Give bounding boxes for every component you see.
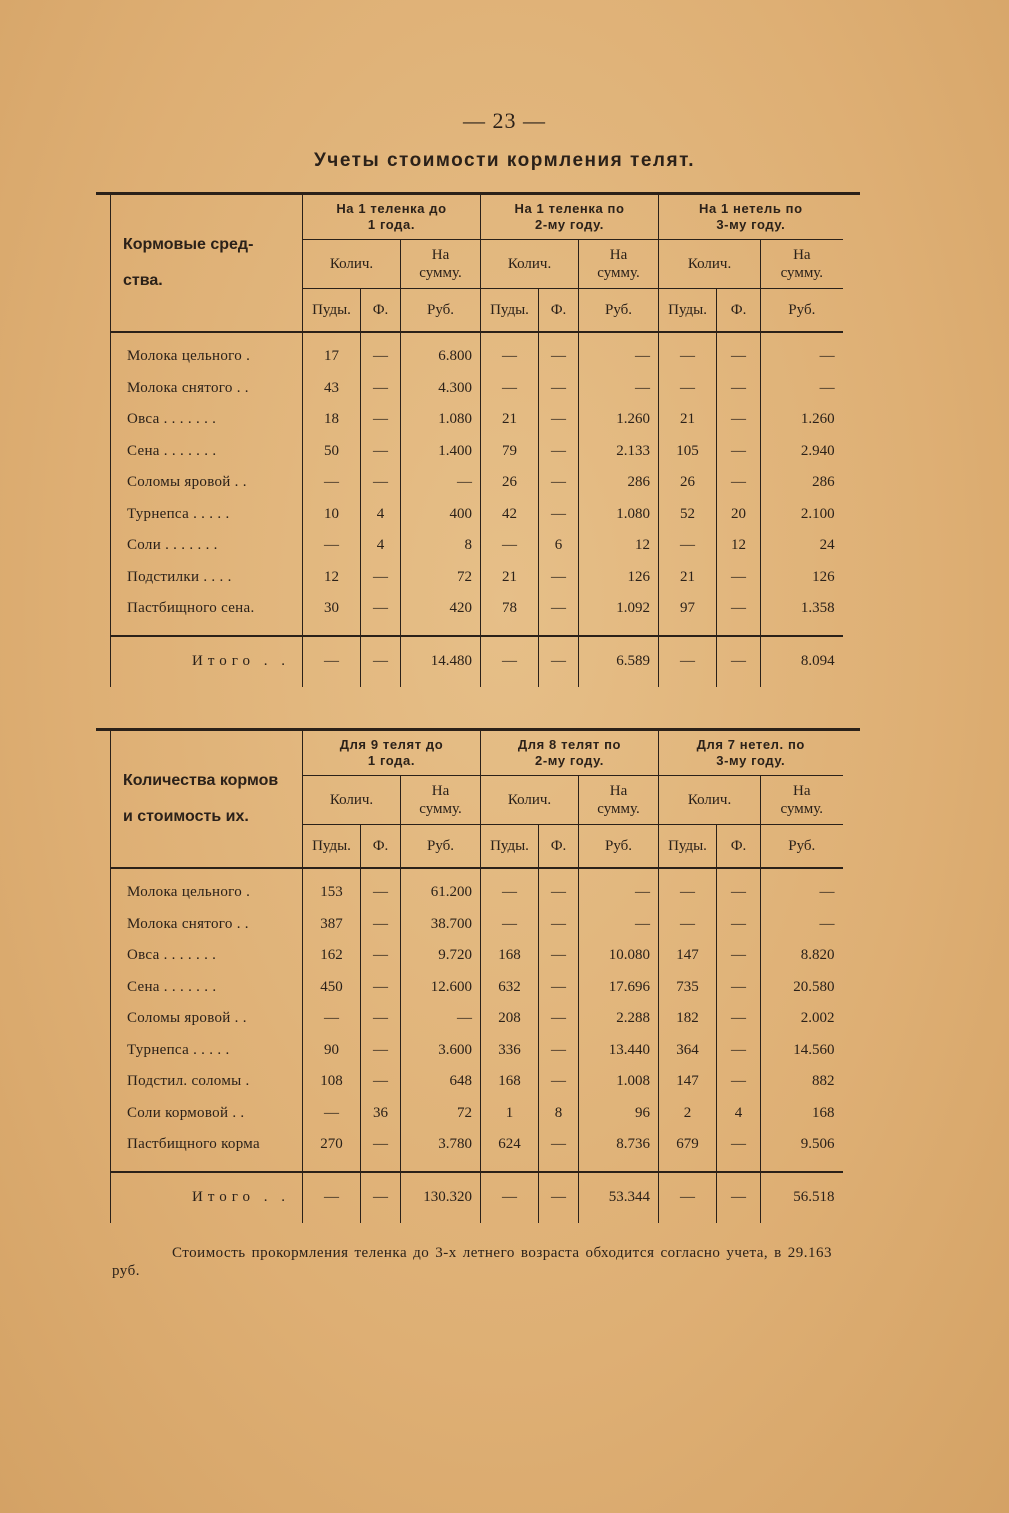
spacer-row	[111, 1161, 843, 1172]
header-label-line1: Кормовые сред-	[123, 236, 254, 253]
cell-rub: —	[761, 341, 843, 373]
cell-rub: —	[579, 909, 659, 941]
cell-pud: 26	[659, 467, 717, 499]
header-separator	[111, 332, 843, 341]
unit-f: Ф.	[717, 825, 761, 869]
row-label: Овса . . . . . . .	[111, 404, 303, 436]
cell-rub: 9.720	[401, 940, 481, 972]
cell-rub: 1.008	[579, 1066, 659, 1098]
total-qty: —	[659, 636, 717, 687]
cell-rub: —	[579, 341, 659, 373]
cell-f: —	[717, 341, 761, 373]
total-rub: 130.320	[401, 1172, 481, 1223]
cell-pud: 147	[659, 940, 717, 972]
row-label: Соли . . . . . . .	[111, 530, 303, 562]
total-qty: —	[481, 636, 539, 687]
cell-pud: —	[659, 909, 717, 941]
row-label: Сена . . . . . . .	[111, 972, 303, 1004]
cell-f: —	[361, 877, 401, 909]
cell-rub: 2.100	[761, 499, 843, 531]
subheader-sum: На сумму.	[761, 776, 843, 825]
unit-f: Ф.	[539, 825, 579, 869]
cell-rub: 1.092	[579, 593, 659, 625]
cell-rub: 8	[401, 530, 481, 562]
total-qty: —	[361, 636, 401, 687]
unit-f: Ф.	[539, 289, 579, 333]
cell-rub: 126	[579, 562, 659, 594]
unit-f: Ф.	[717, 289, 761, 333]
subheader-qty: Колич.	[659, 240, 761, 289]
row-label: Турнепса . . . . .	[111, 1035, 303, 1067]
cell-pud: 12	[303, 562, 361, 594]
cell-rub: 1.080	[401, 404, 481, 436]
cell-f: —	[717, 436, 761, 468]
cell-rub: 13.440	[579, 1035, 659, 1067]
table-row	[111, 373, 843, 405]
cell-f: —	[717, 972, 761, 1004]
cell-rub: 72	[401, 562, 481, 594]
cell-rub: 1.260	[761, 404, 843, 436]
table-row	[111, 562, 843, 594]
row-label: Молока снятого . .	[111, 373, 303, 405]
cell-pud: 52	[659, 499, 717, 531]
cell-f: —	[717, 467, 761, 499]
unit-f: Ф.	[361, 825, 401, 869]
cell-f: —	[539, 940, 579, 972]
cell-pud: —	[303, 467, 361, 499]
cell-pud: —	[303, 1098, 361, 1130]
unit-rub: Руб.	[401, 825, 481, 869]
cell-rub: —	[761, 909, 843, 941]
cell-rub: 400	[401, 499, 481, 531]
cell-pud: 735	[659, 972, 717, 1004]
row-label: Овса . . . . . . .	[111, 940, 303, 972]
unit-pud: Пуды.	[659, 289, 717, 333]
total-rub: 14.480	[401, 636, 481, 687]
cell-pud: 624	[481, 1129, 539, 1161]
cell-f: —	[539, 877, 579, 909]
cell-f: —	[539, 404, 579, 436]
header-label-line2: и стоимость их.	[123, 808, 249, 825]
cell-rub: 14.560	[761, 1035, 843, 1067]
unit-rub: Руб.	[579, 825, 659, 869]
cell-rub: 1.260	[579, 404, 659, 436]
row-label: Подстил. соломы .	[111, 1066, 303, 1098]
cell-pud: —	[659, 530, 717, 562]
cell-pud: —	[481, 530, 539, 562]
cell-f: —	[539, 1066, 579, 1098]
cell-f: —	[361, 1003, 401, 1035]
cell-f: —	[539, 972, 579, 1004]
row-label: Молока снятого . .	[111, 909, 303, 941]
unit-pud: Пуды.	[303, 289, 361, 333]
cell-pud: —	[481, 877, 539, 909]
cell-rub: 3.600	[401, 1035, 481, 1067]
total-label: Итого . .	[111, 1172, 303, 1223]
cell-pud: —	[303, 530, 361, 562]
cell-pud: 26	[481, 467, 539, 499]
cell-rub: 96	[579, 1098, 659, 1130]
spacer-row	[111, 625, 843, 636]
cell-rub: 648	[401, 1066, 481, 1098]
subheader-qty: Колич.	[481, 776, 579, 825]
cell-pud: 208	[481, 1003, 539, 1035]
cell-rub: 9.506	[761, 1129, 843, 1161]
row-label: Молока цельного .	[111, 341, 303, 373]
cell-f: —	[717, 1003, 761, 1035]
unit-pud: Пуды.	[481, 289, 539, 333]
total-qty: —	[481, 1172, 539, 1223]
subheader-sum: На сумму.	[579, 240, 659, 289]
unit-rub: Руб.	[761, 289, 843, 333]
total-rub: 53.344	[579, 1172, 659, 1223]
column-header-feed	[111, 195, 303, 332]
total-qty: —	[361, 1172, 401, 1223]
cell-pud: —	[303, 1003, 361, 1035]
table-row	[111, 1129, 843, 1161]
total-label: Итого . .	[111, 636, 303, 687]
cell-f: —	[361, 972, 401, 1004]
cell-rub: 24	[761, 530, 843, 562]
cell-pud: 21	[659, 404, 717, 436]
cell-f: 4	[361, 530, 401, 562]
table-row	[111, 972, 843, 1004]
cell-f: 4	[361, 499, 401, 531]
cell-f: —	[539, 373, 579, 405]
cell-rub: 38.700	[401, 909, 481, 941]
cell-pud: —	[481, 909, 539, 941]
row-label: Соли кормовой . .	[111, 1098, 303, 1130]
unit-rub: Руб.	[401, 289, 481, 333]
cell-rub: 8.736	[579, 1129, 659, 1161]
table-row	[111, 593, 843, 625]
cell-rub: 10.080	[579, 940, 659, 972]
row-label: Пастбищного корма	[111, 1129, 303, 1161]
subheader-qty: Колич.	[303, 776, 401, 825]
cell-f: —	[717, 1066, 761, 1098]
total-qty: —	[717, 636, 761, 687]
cell-pud: 679	[659, 1129, 717, 1161]
footnote: Стоимость прокормления теленка до 3-х летнего возраста обходится согласно учета, в 29.163 руб.	[112, 1245, 832, 1279]
table-row	[111, 499, 843, 531]
unit-pud: Пуды.	[659, 825, 717, 869]
cell-pud: 21	[481, 404, 539, 436]
total-qty: —	[717, 1172, 761, 1223]
cell-pud: 43	[303, 373, 361, 405]
header-label-line1: Количества кормов	[123, 772, 279, 789]
cell-rub: 2.288	[579, 1003, 659, 1035]
cell-f: —	[361, 909, 401, 941]
table-row	[111, 1098, 843, 1130]
cell-f: 4	[717, 1098, 761, 1130]
total-row	[111, 636, 843, 687]
cell-pud: 105	[659, 436, 717, 468]
cell-f: —	[539, 341, 579, 373]
cell-pud: 450	[303, 972, 361, 1004]
cell-pud: 168	[481, 940, 539, 972]
cell-rub: 126	[761, 562, 843, 594]
total-row	[111, 1172, 843, 1223]
cell-f: —	[717, 877, 761, 909]
cell-pud: 387	[303, 909, 361, 941]
cell-pud: 147	[659, 1066, 717, 1098]
cell-pud: —	[481, 341, 539, 373]
cell-f: —	[717, 940, 761, 972]
cell-pud: 364	[659, 1035, 717, 1067]
subheader-sum: На сумму.	[579, 776, 659, 825]
row-label: Турнепса . . . . .	[111, 499, 303, 531]
cell-f: 36	[361, 1098, 401, 1130]
cell-rub: —	[579, 877, 659, 909]
cell-f: —	[717, 1129, 761, 1161]
table-row	[111, 909, 843, 941]
total-rub: 8.094	[761, 636, 843, 687]
cell-rub: —	[401, 467, 481, 499]
cell-rub: 17.696	[579, 972, 659, 1004]
cell-rub: —	[761, 877, 843, 909]
page-number: — 23 —	[463, 108, 546, 133]
cell-f: —	[539, 499, 579, 531]
cell-rub: —	[761, 373, 843, 405]
total-rub: 56.518	[761, 1172, 843, 1223]
cell-rub: 8.820	[761, 940, 843, 972]
subheader-sum: На сумму.	[401, 240, 481, 289]
cell-pud: 78	[481, 593, 539, 625]
cell-rub: 2.940	[761, 436, 843, 468]
column-header-feed-quantity	[111, 731, 303, 868]
cell-rub: 61.200	[401, 877, 481, 909]
cell-pud: 162	[303, 940, 361, 972]
cell-f: —	[717, 562, 761, 594]
cell-f: —	[539, 1129, 579, 1161]
subheader-qty: Колич.	[303, 240, 401, 289]
cell-f: —	[717, 404, 761, 436]
cell-pud: —	[481, 373, 539, 405]
cell-f: —	[361, 404, 401, 436]
cell-rub: 1.080	[579, 499, 659, 531]
table-feed-costs-per-group	[96, 728, 860, 1223]
table-row	[111, 877, 843, 909]
total-qty: —	[539, 1172, 579, 1223]
cell-pud: 168	[481, 1066, 539, 1098]
cell-pud: 270	[303, 1129, 361, 1161]
cell-rub: 6.800	[401, 341, 481, 373]
cell-rub: 4.300	[401, 373, 481, 405]
total-qty: —	[303, 636, 361, 687]
unit-f: Ф.	[361, 289, 401, 333]
cell-pud: 42	[481, 499, 539, 531]
page-title: Учеты стоимости кормления телят.	[313, 150, 695, 171]
table-row	[111, 1003, 843, 1035]
cell-rub: 2.133	[579, 436, 659, 468]
table-row	[111, 940, 843, 972]
cell-f: 8	[539, 1098, 579, 1130]
cell-f: —	[361, 467, 401, 499]
cell-f: —	[361, 1129, 401, 1161]
cell-rub: 2.002	[761, 1003, 843, 1035]
row-label: Соломы яровой . .	[111, 467, 303, 499]
cell-f: —	[539, 562, 579, 594]
cell-rub: 1.358	[761, 593, 843, 625]
cell-f: —	[539, 467, 579, 499]
cell-pud: 90	[303, 1035, 361, 1067]
cell-f: —	[539, 909, 579, 941]
cell-pud: —	[659, 341, 717, 373]
row-label: Подстилки . . . .	[111, 562, 303, 594]
cell-rub: 12	[579, 530, 659, 562]
cell-rub: 72	[401, 1098, 481, 1130]
cell-pud: 30	[303, 593, 361, 625]
cell-pud: 97	[659, 593, 717, 625]
cell-pud: 79	[481, 436, 539, 468]
table-row	[111, 1035, 843, 1067]
subheader-qty: Колич.	[659, 776, 761, 825]
cell-pud: 50	[303, 436, 361, 468]
table-row	[111, 341, 843, 373]
cell-pud: 108	[303, 1066, 361, 1098]
group-header-1: Для 9 телят до 1 года.	[303, 731, 481, 776]
row-label: Сена . . . . . . .	[111, 436, 303, 468]
cell-f: 6	[539, 530, 579, 562]
cell-f: —	[717, 909, 761, 941]
cell-rub: 882	[761, 1066, 843, 1098]
group-header-2: На 1 теленка по 2-му году.	[481, 195, 659, 240]
cell-rub: 286	[761, 467, 843, 499]
table-row	[111, 530, 843, 562]
total-qty: —	[659, 1172, 717, 1223]
cell-f: —	[717, 593, 761, 625]
cell-f: —	[717, 373, 761, 405]
cell-rub: 420	[401, 593, 481, 625]
group-header-3: На 1 нетель по 3-му году.	[659, 195, 843, 240]
cell-f: —	[539, 1003, 579, 1035]
cell-f: —	[361, 373, 401, 405]
cell-f: —	[361, 436, 401, 468]
cell-rub: —	[579, 373, 659, 405]
table-feed-costs-per-animal	[96, 192, 860, 687]
table-row	[111, 1066, 843, 1098]
cell-pud: —	[659, 373, 717, 405]
cell-f: —	[361, 562, 401, 594]
cell-pud: —	[659, 877, 717, 909]
cell-pud: 21	[659, 562, 717, 594]
total-qty: —	[539, 636, 579, 687]
subheader-qty: Колич.	[481, 240, 579, 289]
cell-pud: 336	[481, 1035, 539, 1067]
cell-pud: 18	[303, 404, 361, 436]
subheader-sum: На сумму.	[761, 240, 843, 289]
table-row	[111, 404, 843, 436]
total-qty: —	[303, 1172, 361, 1223]
cell-f: —	[361, 593, 401, 625]
cell-rub: 12.600	[401, 972, 481, 1004]
cell-rub: 1.400	[401, 436, 481, 468]
group-header-1: На 1 теленка до 1 года.	[303, 195, 481, 240]
cell-pud: 632	[481, 972, 539, 1004]
subheader-sum: На сумму.	[401, 776, 481, 825]
unit-pud: Пуды.	[303, 825, 361, 869]
cell-f: —	[717, 1035, 761, 1067]
table-row	[111, 436, 843, 468]
cell-rub: 168	[761, 1098, 843, 1130]
cell-f: 12	[717, 530, 761, 562]
cell-f: —	[361, 940, 401, 972]
cell-f: —	[539, 436, 579, 468]
row-label: Соломы яровой . .	[111, 1003, 303, 1035]
cell-f: —	[361, 341, 401, 373]
unit-rub: Руб.	[579, 289, 659, 333]
table-row	[111, 467, 843, 499]
unit-rub: Руб.	[761, 825, 843, 869]
cell-pud: 21	[481, 562, 539, 594]
group-header-2: Для 8 телят по 2-му году.	[481, 731, 659, 776]
cell-pud: 2	[659, 1098, 717, 1130]
total-rub: 6.589	[579, 636, 659, 687]
unit-pud: Пуды.	[481, 825, 539, 869]
cell-pud: 1	[481, 1098, 539, 1130]
cell-f: —	[539, 593, 579, 625]
cell-rub: 286	[579, 467, 659, 499]
cell-f: —	[361, 1066, 401, 1098]
cell-f: —	[539, 1035, 579, 1067]
cell-rub: —	[401, 1003, 481, 1035]
cell-pud: 10	[303, 499, 361, 531]
cell-f: —	[361, 1035, 401, 1067]
cell-rub: 3.780	[401, 1129, 481, 1161]
cell-f: 20	[717, 499, 761, 531]
cell-pud: 17	[303, 341, 361, 373]
cell-rub: 20.580	[761, 972, 843, 1004]
header-separator	[111, 868, 843, 877]
row-label: Молока цельного .	[111, 877, 303, 909]
cell-pud: 182	[659, 1003, 717, 1035]
group-header-3: Для 7 нетел. по 3-му году.	[659, 731, 843, 776]
header-label-line2: ства.	[123, 272, 163, 289]
row-label: Пастбищного сена.	[111, 593, 303, 625]
cell-pud: 153	[303, 877, 361, 909]
